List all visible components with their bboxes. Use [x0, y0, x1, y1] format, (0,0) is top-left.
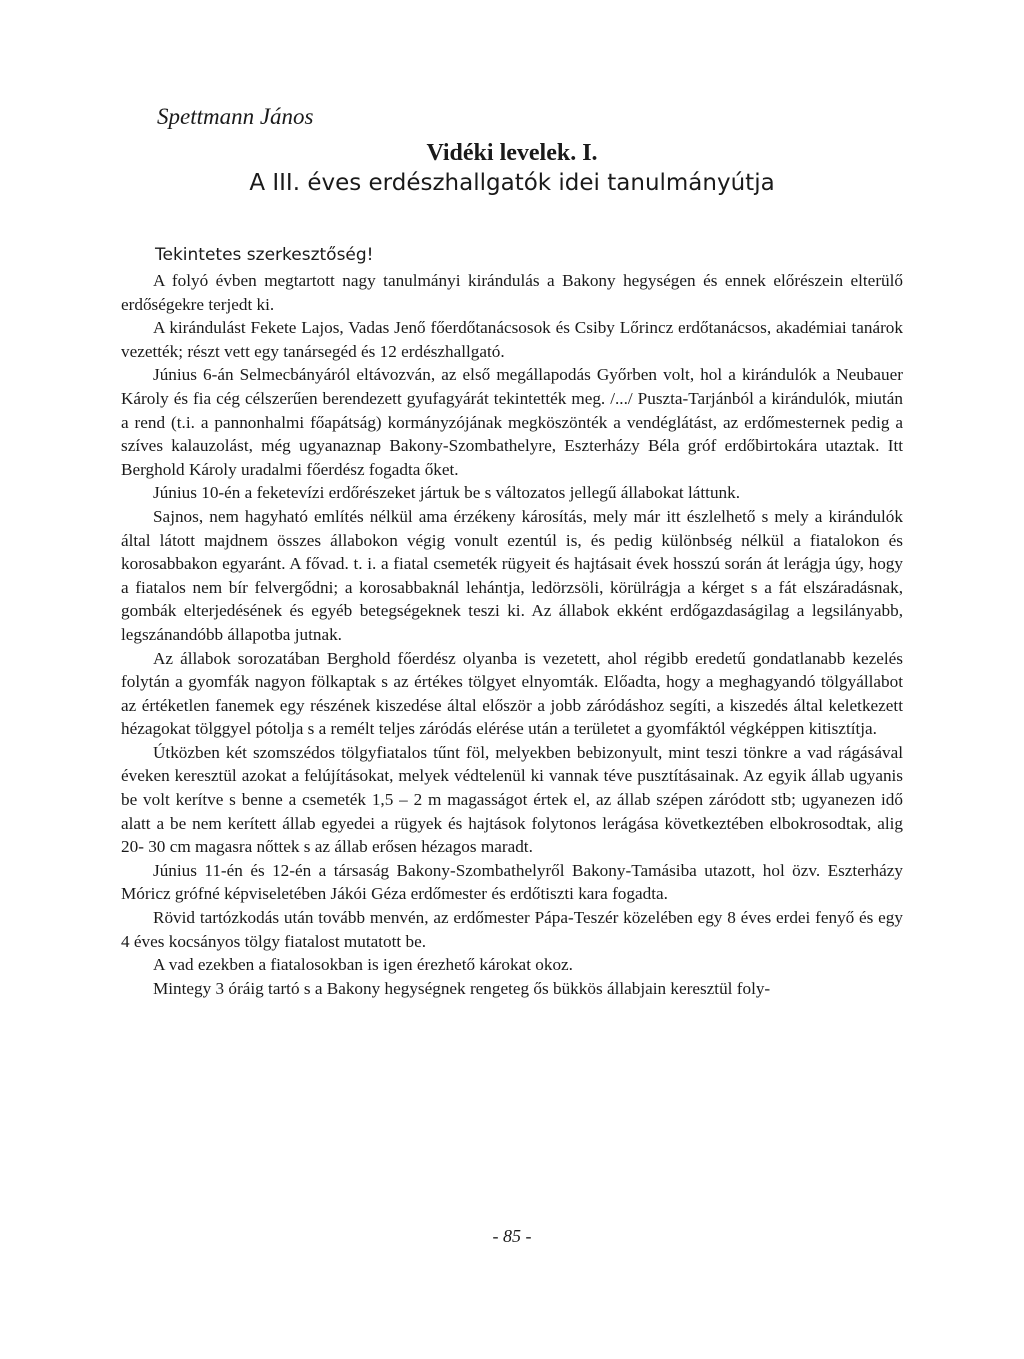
- salutation: Tekintetes szerkesztőség!: [155, 245, 374, 265]
- author-name: Spettmann János: [157, 104, 314, 129]
- article-subtitle: A III. éves erdészhallgatók idei tanulmányútja: [249, 170, 775, 196]
- paragraph: Mintegy 3 óráig tartó s a Bakony hegységnek rengeteg ős bükkös állabjain keresztül foly-: [153, 978, 771, 998]
- paragraph: Rövid tartózkodás után tovább menvén, az erdőmester Pápa-Teszér közelében egy 8 éves erdei fenyő és egy 4 éves kocsányos tölgy fiatalost mutatott be.: [121, 908, 903, 951]
- paragraph: Június 6-án Selmecbányáról eltávozván, az első megállapodás Győrben volt, hol a kirándulók a Neubauer Károly és fia cég célszerűen berendezett gyufagyárát tekintették meg. /.../ Puszta-Tarjánból a kirándulók, miután a rend (t.i. a pannonhalmi főapátság) kormányzójának megköszönték a vendéglátást, az erdőmesternek pedig a szíves kalauzolást, még ugyanaznap Bakony-Szombathelyre, Eszterházy Béla gróf erdőbirtokára utaztak. Itt Berghold Károly uradalmi főerdész fogadta őket.: [121, 365, 903, 479]
- paragraph: A vad ezekben a fiatalosokban is igen érezhető károkat okoz.: [153, 955, 573, 975]
- body-text: [121, 269, 903, 1000]
- paragraph: A kirándulást Fekete Lajos, Vadas Jenő főerdőtanácsosok és Csiby Lőrincz erdőtanácsos, akadémiai tanárok vezették; részt vett egy tanársegéd és 12 erdészhallgató.: [121, 318, 903, 361]
- paragraph: Az állabok sorozatában Berghold főerdész olyanba is vezetett, ahol régibb eredetű gondatlanabb kezelés folytán a gyomfák nagyon fölkaptak s az értékes tölgyet elnyomták. Előadta, hogy a meghagyandó tölgyállabot az értéketlen fanemek egy részének kiszedése által először a jobb záródáshoz segíti, a kiszedés által keletkezett hézagokat tölggyel pótolja s a remélt teljes záródás elérése után a területet a gyomfáktól végképpen kitisztítja.: [121, 648, 903, 739]
- paragraph: Sajnos, nem hagyható említés nélkül ama érzékeny károsítás, mely már itt észlelhető s mely a kirándulók által látott majdnem összes állabokon végig vonult ezentúl is, és pedig különbség nélkül a fiatalokon és korosabbakon egyaránt. A fővad. t. i. a fiatal csemeték rügyeit és hajtásait évek hosszú során át lerágja úgy, hogy a fiatalos nem bír felvergődni; a korosabbaknál lehántja, ledörzsöli, körülrágja a kérget s a fát elszáradásnak, gombák elterjedésének és egyéb betegségeknek teszi ki. Az állabok ekként erdőgazdaságilag a legsilányabb, legszánandóbb állapotba jutnak.: [121, 506, 903, 644]
- article-title: Vidéki levelek. I.: [426, 140, 598, 166]
- paragraph: A folyó évben megtartott nagy tanulmányi kirándulás a Bakony hegységen és ennek előrészein elterülő erdőségekre terjedt ki.: [121, 271, 903, 314]
- page-number: - 85 -: [492, 1226, 532, 1246]
- paragraph: Június 10-én a feketevízi erdőrészeket jártuk be s változatos jellegű állabokat láttunk.: [153, 483, 741, 503]
- paragraph: Útközben két szomszédos tölgyfiatalos tűnt föl, melyekben bebizonyult, mint teszi tönkre a vad rágásával éveken keresztül azokat a felújításokat, melyek védtelenül ki vannak téve pusztításainak. Az egyik állab ugyanis be volt kerítve s benne a csemeték 1,5 – 2 m magasságot értek el, az állab szépen záródott stb; ugyanezen idő alatt a be nem kerített állab egyedei a rügyek és hajtások folytonos lerágása következtében elbokrosodtak, alig 20- 30 cm magasra nőttek s az állab erősen hézagos maradt.: [121, 742, 903, 857]
- paragraph: Június 11-én és 12-én a társaság Bakony-Szombathelyről Bakony-Tamásiba utazott, hol özv. Eszterházy Móricz grófné képviseletében Jákói Géza erdőmester és erdőtiszti kara fogadta.: [121, 860, 903, 904]
